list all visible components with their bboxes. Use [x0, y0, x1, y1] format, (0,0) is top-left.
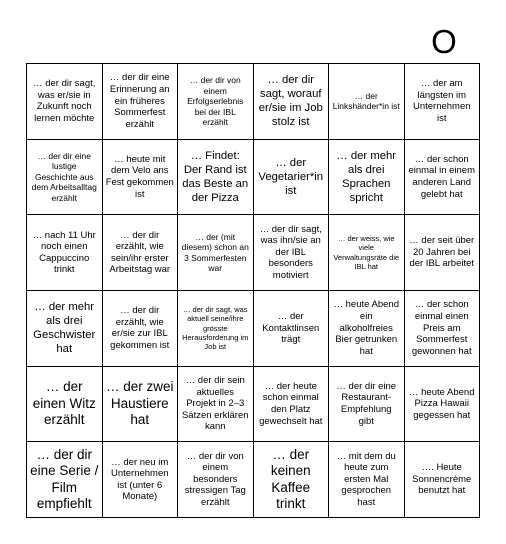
- bingo-cell[interactable]: … heute Abend ein alkoholfreies Bier getrunken hat: [329, 291, 405, 367]
- bingo-grid: [26, 63, 480, 518]
- bingo-cell[interactable]: … der schon einmal in einem anderen Land gelebt hat: [405, 140, 481, 216]
- bingo-cell[interactable]: … der Kontaktlinsen trägt: [254, 291, 330, 367]
- bingo-cell[interactable]: … der Linkshänder*in ist: [329, 64, 405, 140]
- bingo-cell[interactable]: … der Vegetarier*in ist: [254, 140, 330, 216]
- bingo-cell[interactable]: …. Heute Sonnencrème benutzt hat: [405, 442, 481, 518]
- bingo-cell[interactable]: … der schon einmal einen Preis am Sommerfest gewonnen hat: [405, 291, 481, 367]
- bingo-cell[interactable]: … heute mit dem Velo ans Fest gekommen ist: [103, 140, 179, 216]
- bingo-cell[interactable]: … der neu im Unternehmen ist (unter 6 Monate): [103, 442, 179, 518]
- bingo-cell[interactable]: … der heute schon einmal den Platz gewechselt hat: [254, 367, 330, 443]
- bingo-cell[interactable]: … der seit über 20 Jahren bei der IBL arbeitet: [405, 215, 481, 291]
- bingo-cell[interactable]: … der dir eine lustige Geschichte aus dem Arbeitsalltag erzählt: [27, 140, 103, 216]
- bingo-cell[interactable]: … der (mit diesem) schon an 3 Sommerfesten war: [178, 215, 254, 291]
- bingo-cell[interactable]: … der dir sagt, was er/sie in Zukunft noch lernen möchte: [27, 64, 103, 140]
- bingo-cell[interactable]: … der dir sagt, was ihn/sie an der IBL besonders motiviert: [254, 215, 330, 291]
- bingo-cell[interactable]: … der dir von einem Erfolgserlebnis bei der IBL erzählt: [178, 64, 254, 140]
- bingo-cell[interactable]: … der mehr als drei Geschwister hat: [27, 291, 103, 367]
- bingo-cell[interactable]: … der einen Witz erzählt: [27, 367, 103, 443]
- bingo-cell[interactable]: … der am längsten im Unternehmen ist: [405, 64, 481, 140]
- bingo-cell[interactable]: … der dir sagt, worauf er/sie im Job stolz ist: [254, 64, 330, 140]
- bingo-cell[interactable]: … nach 11 Uhr noch einen Cappuccino trinkt: [27, 215, 103, 291]
- bingo-cell[interactable]: … der weiss, wie viele Verwaltungsräte die IBL hat: [329, 215, 405, 291]
- bingo-cell[interactable]: … der dir erzählt, wie sein/ihr erster Arbeitstag war: [103, 215, 179, 291]
- bingo-cell[interactable]: … der dir eine Serie / Film empfiehlt: [27, 442, 103, 518]
- bingo-cell[interactable]: … heute Abend Pizza Hawaii gegessen hat: [405, 367, 481, 443]
- bingo-cell[interactable]: … der mehr als drei Sprachen spricht: [329, 140, 405, 216]
- bingo-cell[interactable]: … der dir eine Erinnerung an ein früheres Sommerfest erzählt: [103, 64, 179, 140]
- bingo-cell[interactable]: … der dir von einem besonders stressigen Tag erzählt: [178, 442, 254, 518]
- bingo-cell[interactable]: … der dir sein aktuelles Projekt in 2–3 Sätzen erklären kann: [178, 367, 254, 443]
- bingo-cell[interactable]: … der zwei Haustiere hat: [103, 367, 179, 443]
- bingo-cell[interactable]: … der dir erzählt, wie er/sie zur IBL gekommen ist: [103, 291, 179, 367]
- bingo-cell[interactable]: … Findet: Der Rand ist das Beste an der Pizza: [178, 140, 254, 216]
- bingo-cell[interactable]: … der dir sagt, was aktuell seine/ihre grösste Herausforderung im Job ist: [178, 291, 254, 367]
- bingo-cell[interactable]: … mit dem du heute zum ersten Mal gesprochen hast: [329, 442, 405, 518]
- board-title: O: [431, 23, 457, 60]
- bingo-cell[interactable]: … der dir eine Restaurant-Empfehlung gibt: [329, 367, 405, 443]
- bingo-cell[interactable]: … der keinen Kaffee trinkt: [254, 442, 330, 518]
